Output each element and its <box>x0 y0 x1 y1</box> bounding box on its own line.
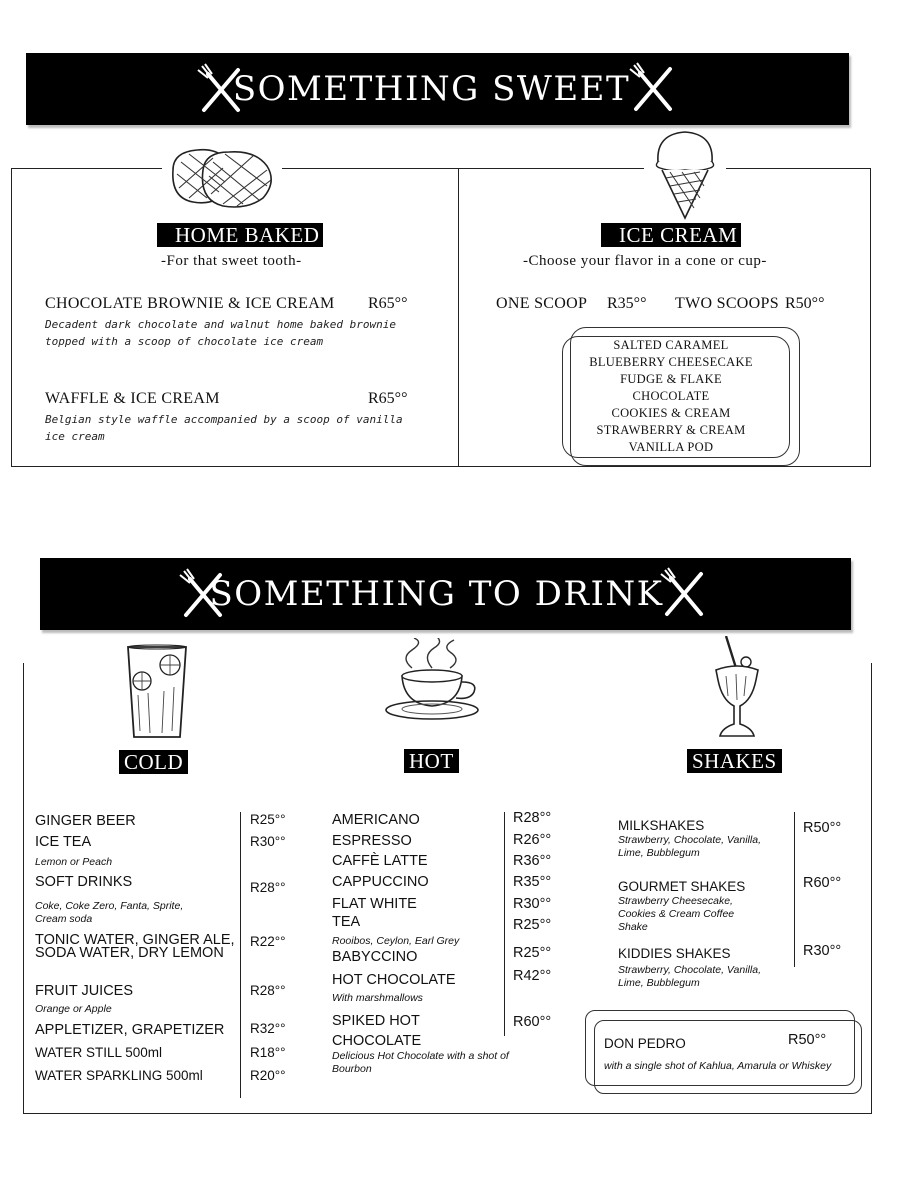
sweet-banner-title: SOMETHING SWEET <box>232 69 631 109</box>
drink-name: WATER SPARKLING 500ml <box>35 1068 203 1083</box>
column-divider <box>240 812 241 1098</box>
shake-price: R60°° <box>803 875 842 891</box>
shake-name: MILKSHAKES <box>618 818 705 833</box>
shakes-tag: SHAKES <box>687 749 782 773</box>
drink-price: R25°° <box>513 917 552 933</box>
drink-note: Lemon or Peach <box>35 856 113 868</box>
drink-name: BABYCCINO <box>332 949 418 965</box>
cold-tag: COLD <box>119 750 188 774</box>
drink-note: Rooibos, Ceylon, Earl Grey <box>332 935 460 947</box>
menu-item-price: R65°° <box>368 295 408 312</box>
flavor-item: STRAWBERRY & CREAM <box>596 423 746 437</box>
menu-item-price: R65°° <box>368 390 408 407</box>
flavor-item: SALTED CARAMEL <box>613 338 729 352</box>
don-pedro-note: with a single shot of Kahlua, Amarula or Whiskey <box>604 1060 832 1072</box>
drink-note: Orange or Apple <box>35 1003 112 1015</box>
drink-price: R28°° <box>250 880 286 895</box>
drink-price: R28°° <box>513 810 552 826</box>
flavor-item: VANILLA POD <box>628 440 714 454</box>
hot-coffee-cup-icon <box>384 638 482 724</box>
drink-name: FLAT WHITE <box>332 896 417 912</box>
home-baked-tag: HOME BAKED <box>157 223 323 247</box>
drink-price: R25°° <box>250 812 286 827</box>
drink-price: R30°° <box>513 896 552 912</box>
shake-name: KIDDIES SHAKES <box>618 946 731 961</box>
drink-banner <box>40 558 851 630</box>
drink-price: R22°° <box>250 934 286 949</box>
shake-glass-icon <box>712 636 762 744</box>
drink-name: TONIC WATER, GINGER ALE, SODA WATER, DRY LEMON <box>35 932 235 961</box>
shake-price: R50°° <box>803 820 842 836</box>
don-pedro-price: R50°° <box>788 1032 827 1048</box>
drink-name: SOFT DRINKS <box>35 874 133 890</box>
drink-price: R35°° <box>513 874 552 890</box>
drink-price: R30°° <box>250 834 286 849</box>
one-scoop-label: ONE SCOOP <box>496 295 588 312</box>
drink-price: R18°° <box>250 1045 286 1060</box>
drink-name: CAPPUCCINO <box>332 874 429 890</box>
cold-glass-icon <box>124 643 190 741</box>
don-pedro-name: DON PEDRO <box>604 1036 686 1051</box>
flavor-item: COOKIES & CREAM <box>611 406 731 420</box>
one-scoop-price: R35°° <box>607 295 647 312</box>
drink-name: SPIKED HOT CHOCOLATE <box>332 1013 422 1049</box>
drink-name: CAFFÈ LATTE <box>332 853 428 869</box>
flavor-item: CHOCOLATE <box>632 389 710 403</box>
ice-cream-subtitle: -Choose your flavor in a cone or cup- <box>523 253 767 269</box>
drink-name: APPLETIZER, GRAPETIZER <box>35 1022 225 1038</box>
drink-price: R28°° <box>250 983 286 998</box>
column-divider <box>794 812 795 967</box>
drink-price: R25°° <box>513 945 552 961</box>
waffle-icon <box>163 140 281 214</box>
menu-item-description: Decadent dark chocolate and walnut home baked brownie topped with a scoop of chocolate ice cream <box>45 318 396 348</box>
menu-item-name: WAFFLE & ICE CREAM <box>45 390 220 407</box>
shake-name: GOURMET SHAKES <box>618 879 746 894</box>
ice-cream-tag: ICE CREAM <box>601 223 741 247</box>
home-baked-subtitle: -For that sweet tooth- <box>161 253 302 269</box>
drink-price: R32°° <box>250 1021 286 1036</box>
fork-knife-icon <box>657 566 711 620</box>
drink-name: TEA <box>332 914 361 930</box>
drink-price: R26°° <box>513 832 552 848</box>
drink-note: With marshmallows <box>332 992 423 1004</box>
hot-tag: HOT <box>404 749 459 773</box>
drink-price: R36°° <box>513 853 552 869</box>
drink-name: ESPRESSO <box>332 833 412 849</box>
drink-name: GINGER BEER <box>35 813 136 829</box>
drink-price: R42°° <box>513 968 552 984</box>
drink-note: Delicious Hot Chocolate with a shot of Bourbon <box>332 1050 509 1075</box>
fork-knife-icon <box>626 61 680 115</box>
drink-price: R60°° <box>513 1014 552 1030</box>
drink-name: AMERICANO <box>332 812 420 828</box>
shake-note: Strawberry, Chocolate, Vanilla, Lime, Bubblegum <box>618 834 761 859</box>
two-scoops-price: R50°° <box>785 295 825 312</box>
drink-name: FRUIT JUICES <box>35 983 134 999</box>
shake-note: Strawberry, Chocolate, Vanilla, Lime, Bubblegum <box>618 964 761 989</box>
column-divider <box>504 812 505 1036</box>
drink-name: HOT CHOCOLATE <box>332 972 456 988</box>
shake-note: Strawberry Cheesecake, Cookies & Cream Coffee Shake <box>618 895 735 933</box>
menu-item-description: Belgian style waffle accompanied by a scoop of vanilla ice cream <box>45 413 403 443</box>
drink-price: R20°° <box>250 1068 286 1083</box>
drink-note: Coke, Coke Zero, Fanta, Sprite, Cream soda <box>35 900 184 925</box>
flavor-item: BLUEBERRY CHEESECAKE <box>589 355 753 369</box>
sweet-banner <box>26 53 849 125</box>
flavor-list <box>570 337 772 456</box>
drink-name: WATER STILL 500ml <box>35 1045 163 1060</box>
two-scoops-label: TWO SCOOPS <box>675 295 779 312</box>
ice-cream-cone-icon <box>650 128 720 220</box>
drink-banner-title: SOMETHING TO DRINK <box>209 574 664 614</box>
drink-name: ICE TEA <box>35 834 92 850</box>
menu-item-name: CHOCOLATE BROWNIE & ICE CREAM <box>45 295 335 312</box>
shake-price: R30°° <box>803 943 842 959</box>
flavor-item: FUDGE & FLAKE <box>620 372 722 386</box>
